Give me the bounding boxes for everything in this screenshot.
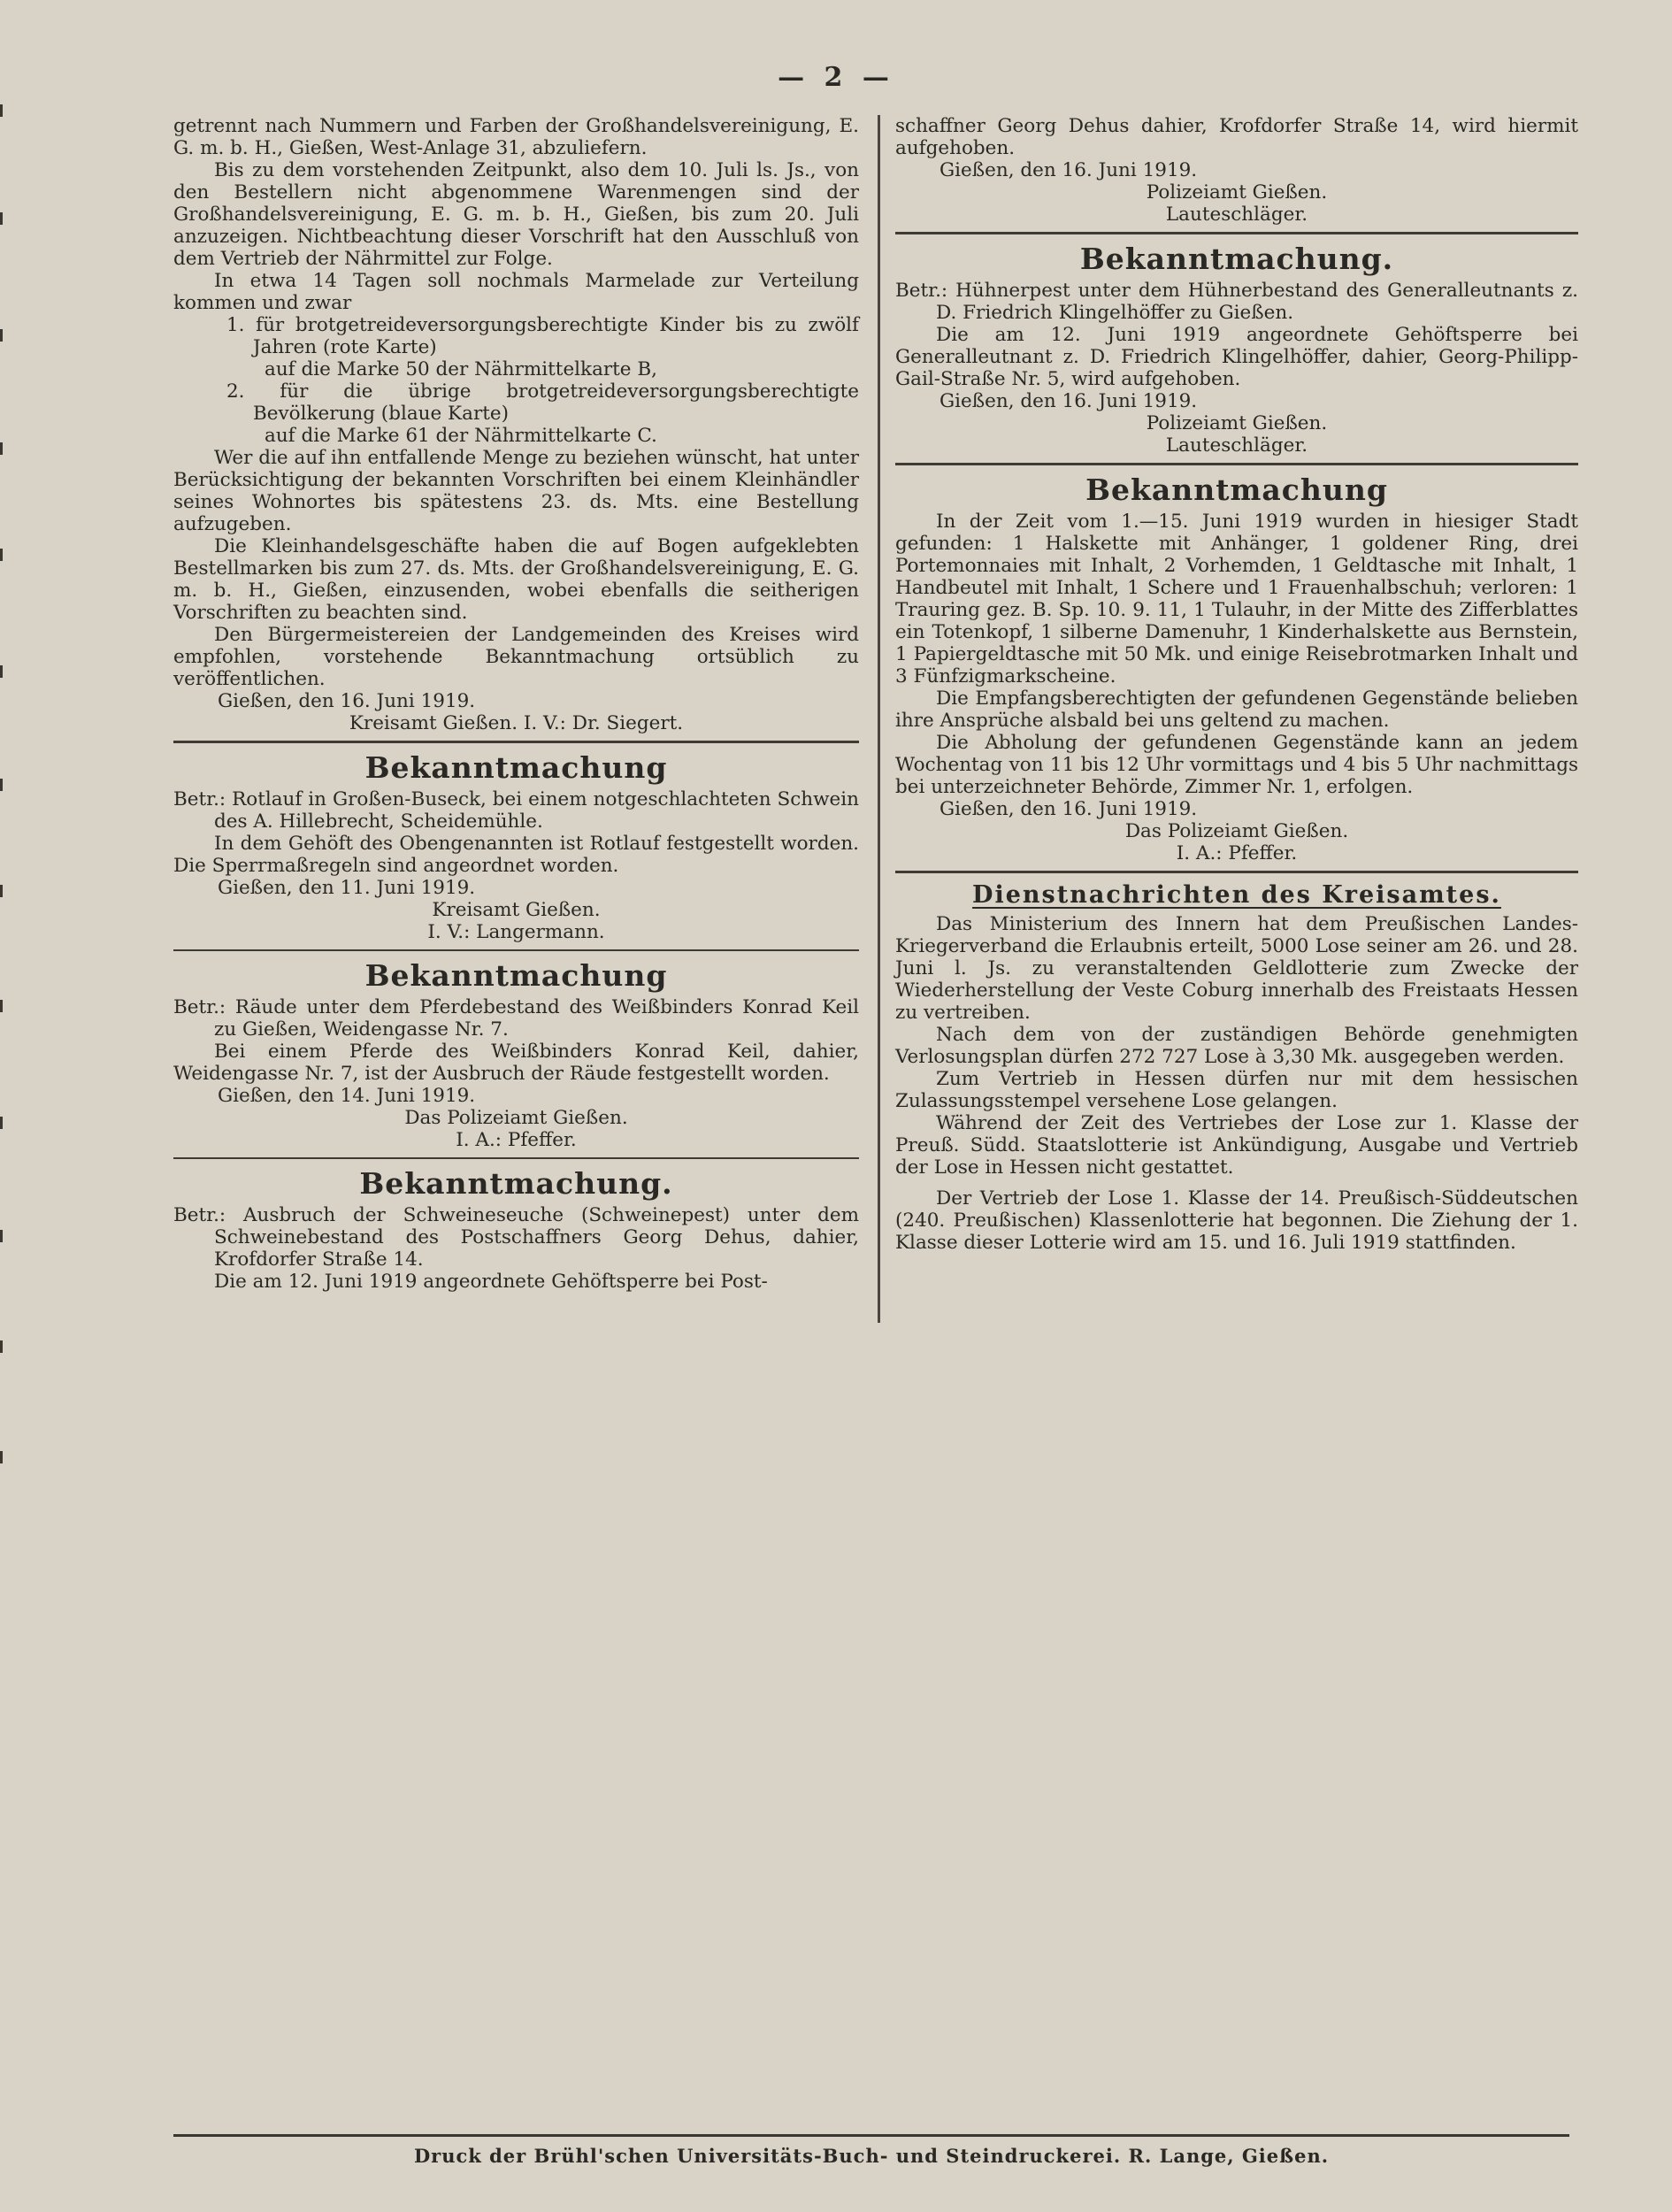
signature: Das Polizeiamt Gießen.: [1124, 820, 1349, 842]
paragraph: Wer die auf ihn entfallende Menge zu beziehen wünscht, hat unter Berücksichtigung der bekannten Vorschriften bei einem Kleinhändler seines Wohnortes bis spätestens 23. ds. Mts. eine Bestellung aufzugeben.: [173, 447, 859, 535]
paragraph: In etwa 14 Tagen soll nochmals Marmelade zur Verteilung kommen und zwar: [173, 270, 859, 314]
notice-body: Die Abholung der gefundenen Gegenstände kann an jedem Wochentag von 11 bis 12 Uhr vormittags und 4 bis 5 Uhr nachmittags bei unterzeichneter Behörde, Zimmer Nr. 1, erfolgen.: [895, 732, 1578, 798]
column-divider: [878, 115, 880, 1323]
notice-body: Die Empfangsberechtigten der gefundenen Gegenstände belieben ihre Ansprüche alsbald bei uns geltend zu machen.: [895, 687, 1578, 732]
date-line: Gießen, den 16. Juni 1919.: [218, 690, 476, 712]
section-rule: [895, 463, 1578, 465]
scan-edge-marks: [0, 0, 5, 1504]
paragraph: Den Bürgermeistereien der Landgemeinden des Kreises wird empfohlen, vorstehende Bekanntmachung ortsüblich zu veröffentlichen.: [173, 624, 859, 690]
notice-heading: Bekanntmachung.: [1079, 242, 1394, 276]
notice-subject: Betr.: Rotlauf in Großen-Buseck, bei einem notgeschlachteten Schwein des A. Hillebrecht, Scheidemühle.: [173, 788, 859, 833]
section-rule: [895, 232, 1578, 234]
date-line: Gießen, den 16. Juni 1919.: [940, 798, 1198, 820]
continued-text: schaffner Georg Dehus dahier, Krofdorfer Straße 14, wird hiermit aufgehoben.: [895, 115, 1578, 159]
section-rule: [173, 741, 859, 743]
date-line: Gießen, den 16. Juni 1919.: [940, 390, 1198, 412]
continued-text: getrennt nach Nummern und Farben der Großhandelsvereinigung, E. G. m. b. H., Gießen, West-Anlage 31, abzuliefern.: [173, 115, 859, 159]
list-item-detail: auf die Marke 50 der Nährmittelkarte B,: [265, 358, 657, 380]
date-line: Gießen, den 11. Juni 1919.: [218, 877, 476, 899]
notice-heading: Bekanntmachung.: [359, 1166, 673, 1201]
notice-body: In dem Gehöft des Obengenannten ist Rotlauf festgestellt worden. Die Sperrmaßregeln sind angeordnet worden.: [173, 833, 859, 877]
notice-heading: Bekanntmachung: [364, 750, 668, 785]
signature: I. A.: Pfeffer.: [456, 1129, 577, 1151]
signature: Das Polizeiamt Gießen.: [404, 1107, 628, 1129]
notice-subject: Betr.: Hühnerpest unter dem Hühnerbestand des Generalleutnants z. D. Friedrich Klingelhöffer zu Gießen.: [895, 280, 1578, 324]
notice-heading: Bekanntmachung: [1085, 472, 1388, 507]
date-line: Gießen, den 16. Juni 1919.: [940, 159, 1198, 181]
notice-body: Der Vertrieb der Lose 1. Klasse der 14. Preußisch-Süddeutschen (240. Preußischen) Klassenlotterie hat begonnen. Die Ziehung der 1. Klasse dieser Lotterie wird am 15. und 16. Juli 1919 stattfinden.: [895, 1187, 1578, 1254]
section-rule: [895, 871, 1578, 873]
notice-body: Die am 12. Juni 1919 angeordnete Gehöftsperre bei Generalleutnant z. D. Friedrich Klingelhöffer, dahier, Georg-Philipp-Gail-Straße Nr. 5, wird aufgehoben.: [895, 324, 1578, 390]
notice-body: Zum Vertrieb in Hessen dürfen nur mit dem hessischen Zulassungsstempel versehene Lose gelangen.: [895, 1068, 1578, 1112]
notice-heading: Bekanntmachung: [364, 958, 668, 993]
notice-heading: Dienstnachrichten des Kreisamtes.: [972, 881, 1501, 909]
notice-subject: Betr.: Räude unter dem Pferdebestand des Weißbinders Konrad Keil zu Gießen, Weidengasse Nr. 7.: [173, 996, 859, 1041]
left-column: [173, 115, 859, 1293]
signature: Lauteschläger.: [1165, 204, 1308, 226]
footer-rule: [173, 2134, 1569, 2137]
signature: Kreisamt Gießen. I. V.: Dr. Siegert.: [349, 712, 684, 734]
section-rule: [173, 949, 859, 951]
signature: Polizeiamt Gießen.: [1146, 181, 1328, 204]
paragraph: Bis zu dem vorstehenden Zeitpunkt, also dem 10. Juli ls. Js., von den Bestellern nicht abgenommene Warenmengen sind der Großhandelsvereinigung, E. G. m. b. H., Gießen, bis zum 20. Juli anzuzeigen. Nichtbeachtung dieser Vorschrift hat den Ausschluß von dem Vertrieb der Nährmittel zur Folge.: [173, 159, 859, 270]
notice-body: Bei einem Pferde des Weißbinders Konrad Keil, dahier, Weidengasse Nr. 7, ist der Ausbruch der Räude festgestellt worden.: [173, 1041, 859, 1085]
right-column: [895, 115, 1578, 1254]
signature: Polizeiamt Gießen.: [1146, 412, 1328, 434]
notice-body: Die am 12. Juni 1919 angeordnete Gehöftsperre bei Post-: [214, 1271, 768, 1293]
section-rule: [173, 1157, 859, 1159]
list-item: 2. für die übrige brotgetreideversorgungsberechtigte Bevölkerung (blaue Karte): [226, 380, 859, 425]
signature: Kreisamt Gießen.: [432, 899, 601, 921]
list-item: 1. für brotgetreideversorgungsberechtigte Kinder bis zu zwölf Jahren (rote Karte): [226, 314, 859, 358]
paragraph: Die Kleinhandelsgeschäfte haben die auf Bogen aufgeklebten Bestellmarken bis zum 27. ds. Mts. der Großhandelsvereinigung, E. G. m. b. H., Gießen, einzusenden, wobei ebenfalls die seitherigen Vorschriften zu beachten sind.: [173, 535, 859, 624]
notice-body: Während der Zeit des Vertriebes der Lose zur 1. Klasse der Preuß. Südd. Staatslotterie ist Ankündigung, Ausgabe und Vertrieb der Lose in Hessen nicht gestattet.: [895, 1112, 1578, 1179]
list-item-detail: auf die Marke 61 der Nährmittelkarte C.: [265, 425, 657, 447]
signature: Lauteschläger.: [1165, 434, 1308, 457]
signature: I. A.: Pfeffer.: [1176, 842, 1298, 864]
date-line: Gießen, den 14. Juni 1919.: [218, 1085, 476, 1107]
page-number: — 2 —: [778, 62, 894, 93]
notice-body: Das Ministerium des Innern hat dem Preußischen Landes-Kriegerverband die Erlaubnis erteilt, 5000 Lose seiner am 26. und 28. Juni l. Js. zu veranstaltenden Geldlotterie zum Zwecke der Wiederherstellung der Veste Coburg innerhalb des Freistaats Hessen zu vertreiben.: [895, 913, 1578, 1024]
printer-imprint: Druck der Brühl'schen Universitäts-Buch- und Steindruckerei. R. Lange, Gießen.: [413, 2145, 1330, 2167]
notice-subject: Betr.: Ausbruch der Schweineseuche (Schweinepest) unter dem Schweinebestand des Postschaffners Georg Dehus, dahier, Krofdorfer Straße 14.: [173, 1204, 859, 1271]
notice-body: Nach dem von der zuständigen Behörde genehmigten Verlosungsplan dürfen 272 727 Lose à 3,30 Mk. ausgegeben werden.: [895, 1024, 1578, 1068]
notice-body: In der Zeit vom 1.—15. Juni 1919 wurden in hiesiger Stadt gefunden: 1 Halskette mit Anhänger, 1 goldener Ring, drei Portemonnaies mit Inhalt, 2 Vorhemden, 1 Geldtasche mit Inhalt, 1 Handbeutel mit Inhalt, 1 Schere und 1 Frauenhalbschuh; verloren: 1 Trauring gez. B. Sp. 10. 9. 11, 1 Tulauhr, in der Mitte des Zifferblattes ein Totenkopf, 1 silberne Damenuhr, 1 Kinderhalskette aus Bernstein, 1 Papiergeldtasche mit 50 Mk. und einige Reisebrotmarken Inhalt und 3 Fünfzigmarkscheine.: [895, 511, 1578, 687]
signature: I. V.: Langermann.: [427, 921, 605, 943]
